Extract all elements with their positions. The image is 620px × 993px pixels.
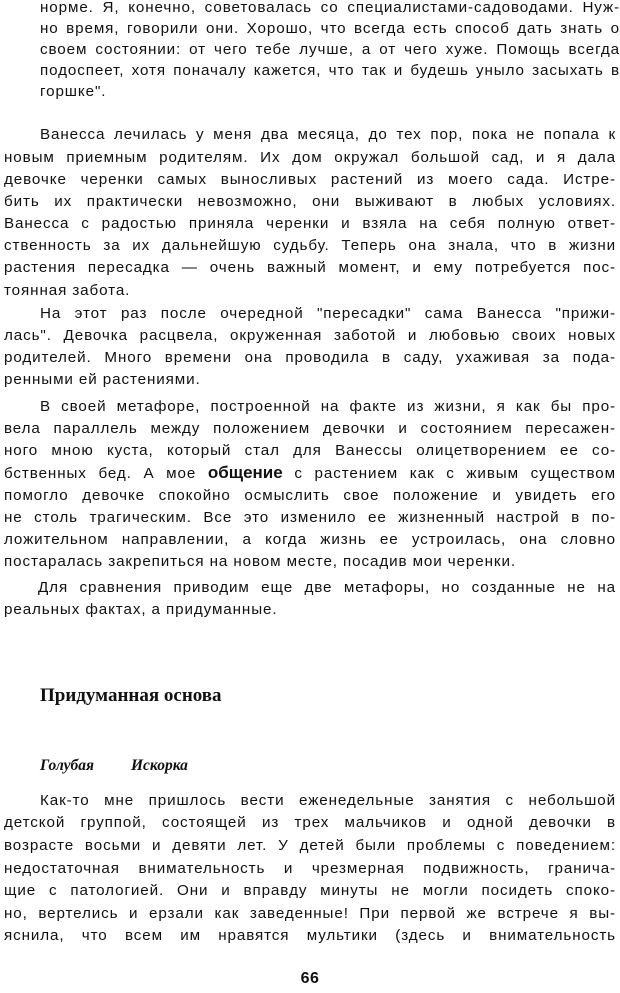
text-line: Ванесса с радостью приняла черенки и взяла на себя полную ответ- xyxy=(4,215,616,232)
text-line: тоянная забота. xyxy=(4,282,131,299)
story-title-part2: Искорка xyxy=(131,757,188,774)
story-title-part1: Голубая xyxy=(40,757,95,774)
text-line: но, вертелись и ерзали как заведенные! При первой же встрече я вы- xyxy=(4,905,616,922)
text-line: новым приемным родителям. Их дом окружал большой сад, и я дала xyxy=(4,149,616,166)
text-line: ного мною куста, который стал для Ванессы олицетворением ее со- xyxy=(4,442,616,459)
text-line: ложительном направлении, а когда жизнь ее устроилась, она словно xyxy=(4,531,616,548)
text-line: реальных фактах, а придуманные. xyxy=(4,601,278,618)
text-line: возрасте восьми и девяти лет. У детей были проблемы с поведением: xyxy=(4,837,616,854)
text-line: подоспеет, хотя поначалу кажется, что так и будешь уныло засыхать в xyxy=(40,62,620,79)
text-line: Для сравнения приводим еще две метафоры, но созданные не на xyxy=(38,579,616,596)
text-line: но время, говорили они. Хорошо, что всегда есть способ дать знать о xyxy=(40,20,620,37)
text-line: не столь трагическим. Все это изменило ее жизненный настрой в по- xyxy=(4,509,616,526)
text-line: своем состоянии: от чего тебе лучше, а от чего хуже. Помощь всегда xyxy=(40,41,620,58)
text-line: щие с патологией. Они и вправду минуты не могли посидеть споко- xyxy=(4,882,616,899)
text-line xyxy=(0,463,620,484)
text-line: родителей. Много времени она проводила в саду, ухаживая за пода- xyxy=(4,349,616,366)
text-line: помогло девочке спокойно осмыслить свое положение и увидеть его xyxy=(4,487,616,504)
text-line: недостаточная внимательность и чрезмерная подвижность, гранича- xyxy=(4,860,616,877)
text-line: бить их практически невозможно, они выживают в любых условиях. xyxy=(4,193,616,210)
text-line: Ванесса лечилась у меня два месяца, до тех пор, пока не попала к xyxy=(40,126,616,143)
text-line: вела параллель между положением девочки и состоянием пересажен- xyxy=(4,420,616,437)
text-line: детской группой, состоящей из трех мальчиков и одной девочки в xyxy=(4,814,616,831)
text-line: яснила, что всем им нравятся мультики (здесь и внимательность xyxy=(4,927,616,944)
text-line: растения пересадка — очень важный момент, и ему потребуется пос- xyxy=(4,259,616,276)
text-segment: бственных бед. А мое xyxy=(4,465,197,482)
text-line: В своей метафоре, построенной на факте из жизни, я как бы про- xyxy=(40,398,616,415)
text-line: ренными ей растениями. xyxy=(4,371,201,388)
text-line: девочке черенки самых выносливых растений из моего сада. Истре- xyxy=(4,171,616,188)
text-segment: с растением как с живым существом xyxy=(294,465,616,482)
page-number: 66 xyxy=(300,970,320,987)
text-line: лась". Девочка расцвела, окруженная заботой и любовью своих новых xyxy=(4,327,616,344)
text-line: постаралась закрепиться на новом месте, посадив мои черенки. xyxy=(4,553,516,570)
text-line: Как-то мне пришлось вести еженедельные занятия с небольшой xyxy=(40,792,616,809)
text-line: норме. Я, конечно, советовалась со специалистами-садоводами. Нуж- xyxy=(40,0,620,16)
section-heading: Придуманная основа xyxy=(40,685,222,706)
emphasized-word: общение xyxy=(207,463,283,482)
text-line: ственность за их дальнейшую судьбу. Теперь она знала, что в жизни xyxy=(4,237,616,254)
text-line: горшке". xyxy=(40,83,107,100)
text-line: На этот раз после очередной "пересадки" сама Ванесса "прижи- xyxy=(40,305,616,322)
